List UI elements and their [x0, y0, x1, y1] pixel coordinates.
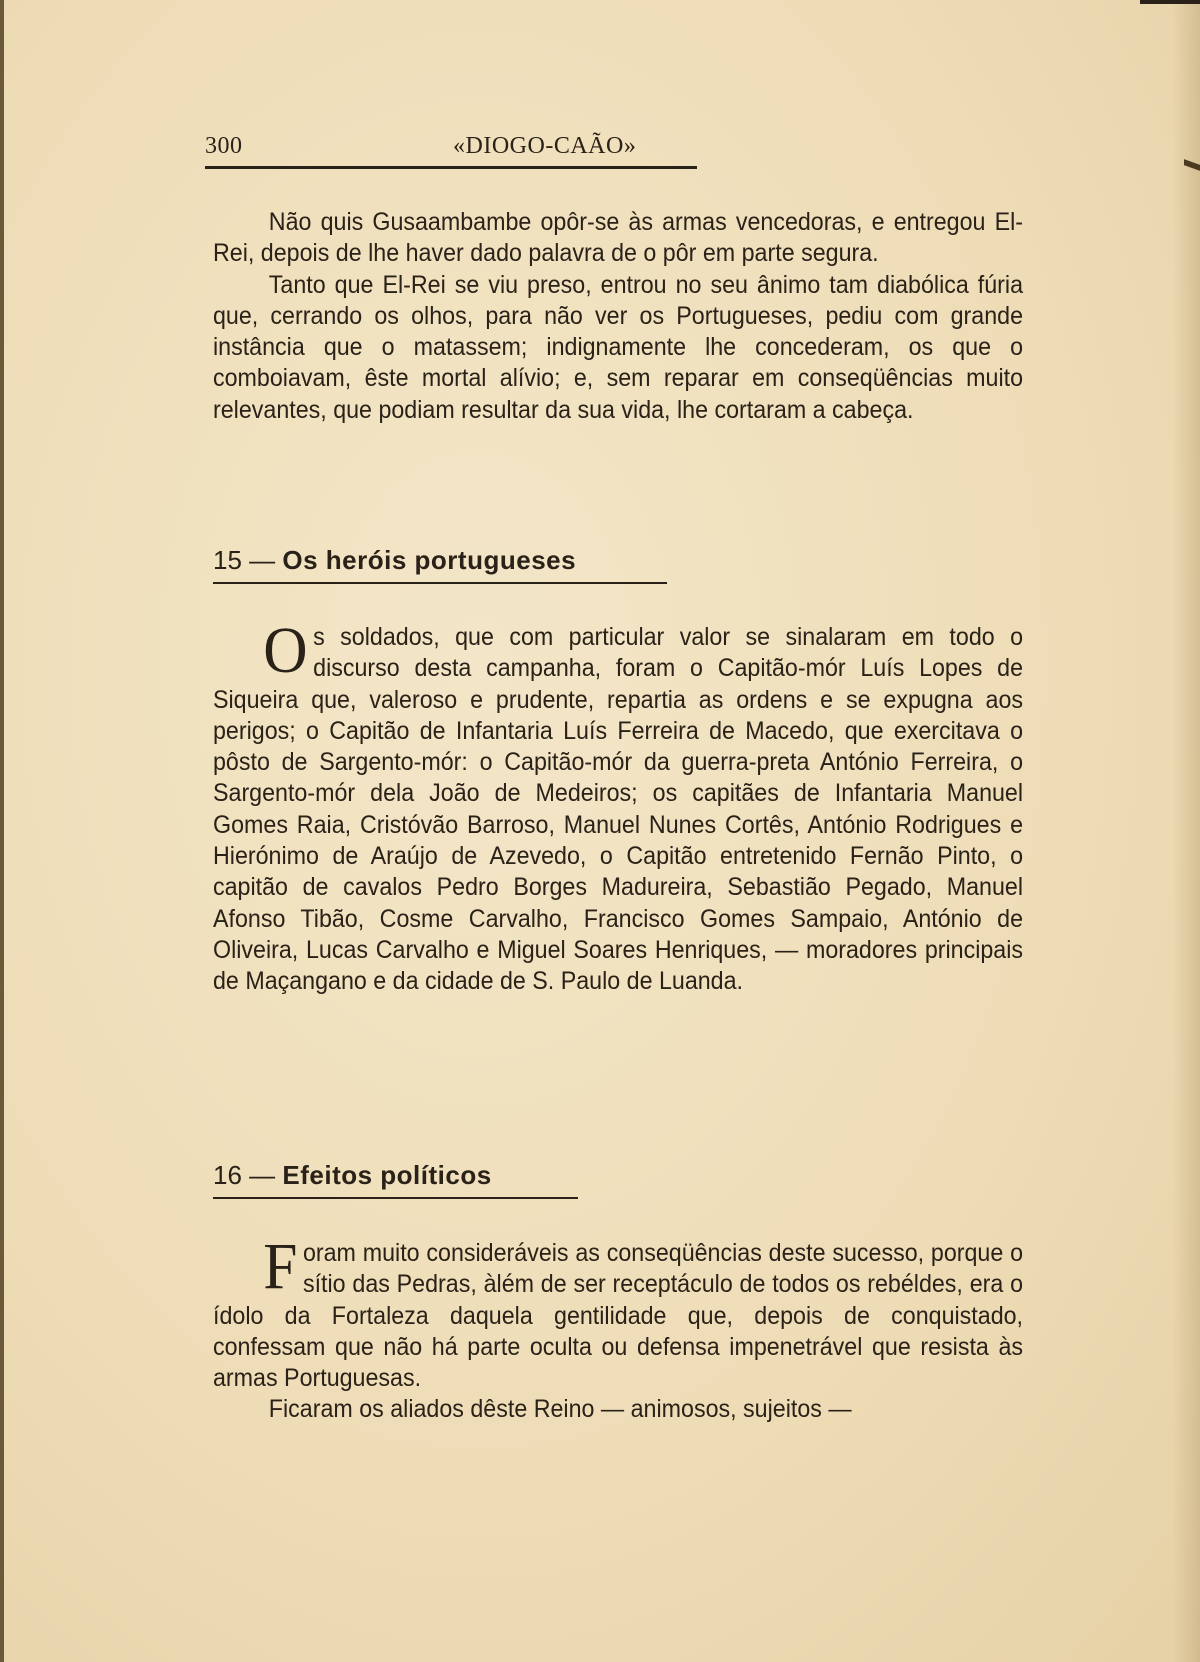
paragraph: Ficaram os aliados dêste Reino — animosos, sujeitos — — [268, 1395, 852, 1424]
page-binding-edge — [0, 0, 4, 1662]
running-header — [205, 133, 697, 169]
running-title: «DIOGO-CAÃO» — [453, 133, 637, 159]
section-title: Os heróis portugueses — [282, 545, 577, 575]
section-16-text — [213, 1230, 1024, 1426]
page-number: 300 — [205, 133, 243, 159]
drop-cap: F — [263, 1230, 298, 1303]
page-edge-shadow — [1172, 0, 1200, 1662]
section-number: 15 — — [213, 545, 276, 575]
paragraph: s soldados, que com particular valor se sinalaram em todo o discurso desta campanha, foram o Capitão-mór Luís Lopes de Siqueira que, valeroso e prudente, repartia as ordens e se expugna aos perigos; o Capitão de Infantaria Luís Ferreira de Macedo, que exercitava o pôsto de Sargento-mór: o Capitão-mór da guerra-preta António Ferreira, o Sargento-mór dela João de Medeiros; os capitães de Infantaria Manuel Gomes Raia, Cristóvão Barroso, Manuel Nunes Cortês, António Rodrigues e Hierónimo de Araújo de Azevedo, o Capitão entretenido Fernão Pinto, o capitão de cavalos Pedro Borges Madureira, Sebastião Pegado, Manuel Afonso Tibão, Cosme Carvalho, Francisco Gomes Sampaio, António de Oliveira, Lucas Carvalho e Miguel Soares Henriques, — moradores principais de Maçangano e da cidade de S. Paulo de Luanda. — [213, 623, 1024, 996]
section-number: 16 — — [213, 1160, 276, 1190]
paragraph: Não quis Gusaambambe opôr-se às armas vencedoras, e entregou El-Rei, depois de lhe haver dado palavra de o pôr em parte segura. — [213, 208, 1024, 268]
section-heading-15 — [213, 545, 667, 584]
paragraph: Tanto que El-Rei se viu preso, entrou no seu ânimo tam diabólica fúria que, cerrando os olhos, para não ver os Portugueses, pediu com grande instância que o matassem; indignamente lhe concederam, os que o comboiavam, êste mortal alívio; e, sem reparar em conseqüências muito relevantes, que podiam resultar da sua vida, lhe cortaram a cabeça. — [213, 270, 1024, 424]
section-title: Efeitos políticos — [282, 1160, 492, 1190]
paragraph: oram muito consideráveis as conseqüências deste sucesso, porque o sítio das Pedras, àlém de ser receptáculo de todos os rebéldes, era o ídolo da Fortaleza daquela gentilidade que, depois de conquistado, confessam que não há parte oculta ou defensa impenetrável que resista às armas Portuguesas. — [213, 1239, 1024, 1393]
page-corner-mark — [1140, 0, 1200, 4]
drop-cap: O — [263, 614, 308, 687]
section-heading-16 — [213, 1160, 578, 1199]
section-15-text — [213, 614, 1024, 998]
opening-text — [213, 207, 1023, 426]
